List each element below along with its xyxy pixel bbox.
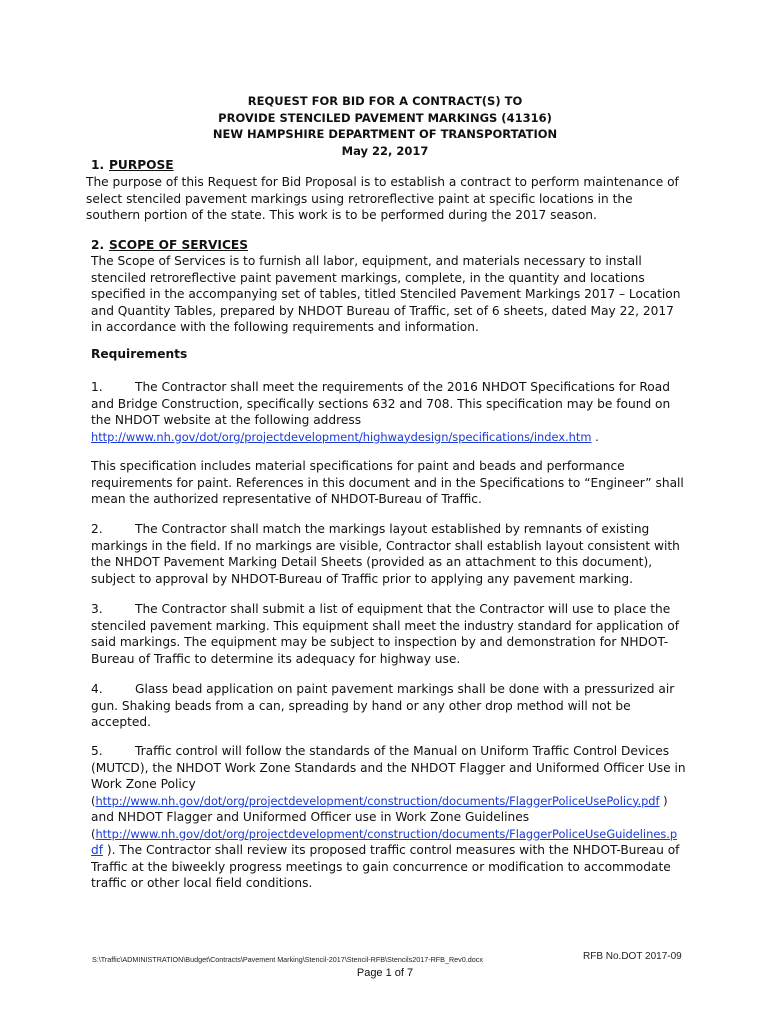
scope-body: [91, 253, 691, 336]
requirement-2: 2. The Contractor shall match the markings layout established by remnants of existing markings in the field. If no markings are visible, Contractor shall establish layout consistent with the NHDOT Pavement Marking Detail Sheets (provided as an attachment to this document), subject to approval by NHDOT-Bureau of Traffic prior to applying any pavement marking.: [91, 522, 680, 586]
scope-line: The Scope of Services is to furnish all labor, equipment, and materials necessary to install: [91, 254, 642, 268]
scope-line: in accordance with the following requirements and information.: [91, 320, 479, 334]
title-line-1: REQUEST FOR BID FOR A CONTRACT(S) TO: [247, 94, 523, 108]
title-date: May 22, 2017: [341, 143, 429, 158]
scope-line: stenciled retroreflective paint pavement markings, complete, in the quantity and locations: [91, 270, 645, 285]
scope-heading: 2. SCOPE OF SERVICES: [91, 238, 249, 252]
footer-rfb-number: RFB No.DOT 2017-09: [583, 951, 682, 962]
requirement-3: 3. The Contractor shall submit a list of equipment that the Contractor will use to place the stenciled pavement marking. This equipment shall meet the industry standard for application of said markings. The equipment may be subject to inspection by and demonstration for NHDOT- Bureau of Traffic to determine its adequacy for highway use.: [91, 602, 679, 666]
requirements-heading: Requirements: [91, 347, 188, 361]
requirement-number: 2.: [91, 522, 103, 536]
footer-file-path: S:\Traffic\ADMINISTRATION\Budget\Contracts\Pavement Marking\Stencil-2017\Stencil-RFB\Stencils2017-RFB_Rev0.docx: [92, 955, 483, 964]
title-line-2: PROVIDE STENCILED PAVEMENT MARKINGS (41316): [218, 110, 552, 125]
requirement-number: 4.: [91, 682, 103, 696]
flagger-guidelines-link-continued[interactable]: df: [91, 843, 104, 857]
scope-section: [91, 237, 691, 254]
purpose-line: select stenciled pavement markings using retroreflective paint at specific locations in the: [86, 191, 633, 206]
title-line-3: NEW HAMPSHIRE DEPARTMENT OF TRANSPORTATION: [212, 127, 558, 141]
specification-note: This specification includes material specifications for paint and beads and performance requirements for paint. References in this document and in the Specifications to “Engineer” shall mean the authorized representative of NHDOT-Bureau of Traffic.: [91, 459, 684, 506]
document-title: [0, 93, 770, 159]
flagger-policy-link[interactable]: http://www.nh.gov/dot/org/projectdevelopment/construction/documents/FlaggerPoliceUsePolicy.pdf: [95, 793, 660, 808]
scope-line: specified in the accompanying set of tables, titled Stenciled Pavement Markings 2017 – Location: [91, 287, 681, 301]
purpose-section: [91, 157, 691, 174]
scope-line: and Quantity Tables, prepared by NHDOT Bureau of Traffic, set of 6 sheets, dated May 22, 2017: [91, 303, 674, 318]
purpose-line: southern portion of the state. This work is to be performed during the 2017 season.: [86, 208, 597, 222]
purpose-heading: 1. PURPOSE: [91, 158, 174, 172]
purpose-line: The purpose of this Request for Bid Proposal is to establish a contract to perform maintenance of: [86, 175, 679, 189]
requirement-5: 5. Traffic control will follow the standards of the Manual on Uniform Traffic Control Devices (MUTCD), the NHDOT Work Zone Standards and the NHDOT Flagger and Uniformed Officer Use in Work Zone Policy (http://www.nh.gov/dot/org/projectdevelopment/construction/documents/FlaggerPoliceUsePolicy.pdf ) and NHDOT Flagger and Uniformed Officer use in Work Zone Guidelines (http://www.nh.gov/dot/org/projectdevelopment/construction/documents/FlaggerPoliceUseGuidelines.p df ). The Contractor shall review its proposed traffic control measures with the NHDOT-Bureau of Traffic at the biweekly progress meetings to gain concurrence or modification to accommodate traffic or other local field conditions.: [91, 744, 686, 890]
requirement-1: 1. The Contractor shall meet the requirements of the 2016 NHDOT Specifications for Road and Bridge Construction, specifically sections 632 and 708. This specification may be found on the NHDOT website at the following address http://www.nh.gov/dot/org/projectdevelopment/highwaydesign/specifications/index.htm .: [91, 380, 671, 444]
purpose-body: [86, 174, 686, 224]
footer-page-number: Page 1 of 7: [356, 967, 414, 979]
requirement-number: 5.: [91, 744, 103, 758]
requirement-number: 3.: [91, 602, 103, 616]
requirement-number: 1.: [91, 380, 103, 394]
specifications-link[interactable]: http://www.nh.gov/dot/org/projectdevelopment/highwaydesign/specifications/index.htm: [91, 429, 592, 444]
requirement-4: 4. Glass bead application on paint pavement markings shall be done with a pressurized air gun. Shaking beads from a can, spreading by hand or any other drop method will not be accepted.: [91, 682, 675, 729]
flagger-guidelines-link[interactable]: http://www.nh.gov/dot/org/projectdevelopment/construction/documents/FlaggerPoliceUseGuidelines.p: [95, 826, 678, 841]
